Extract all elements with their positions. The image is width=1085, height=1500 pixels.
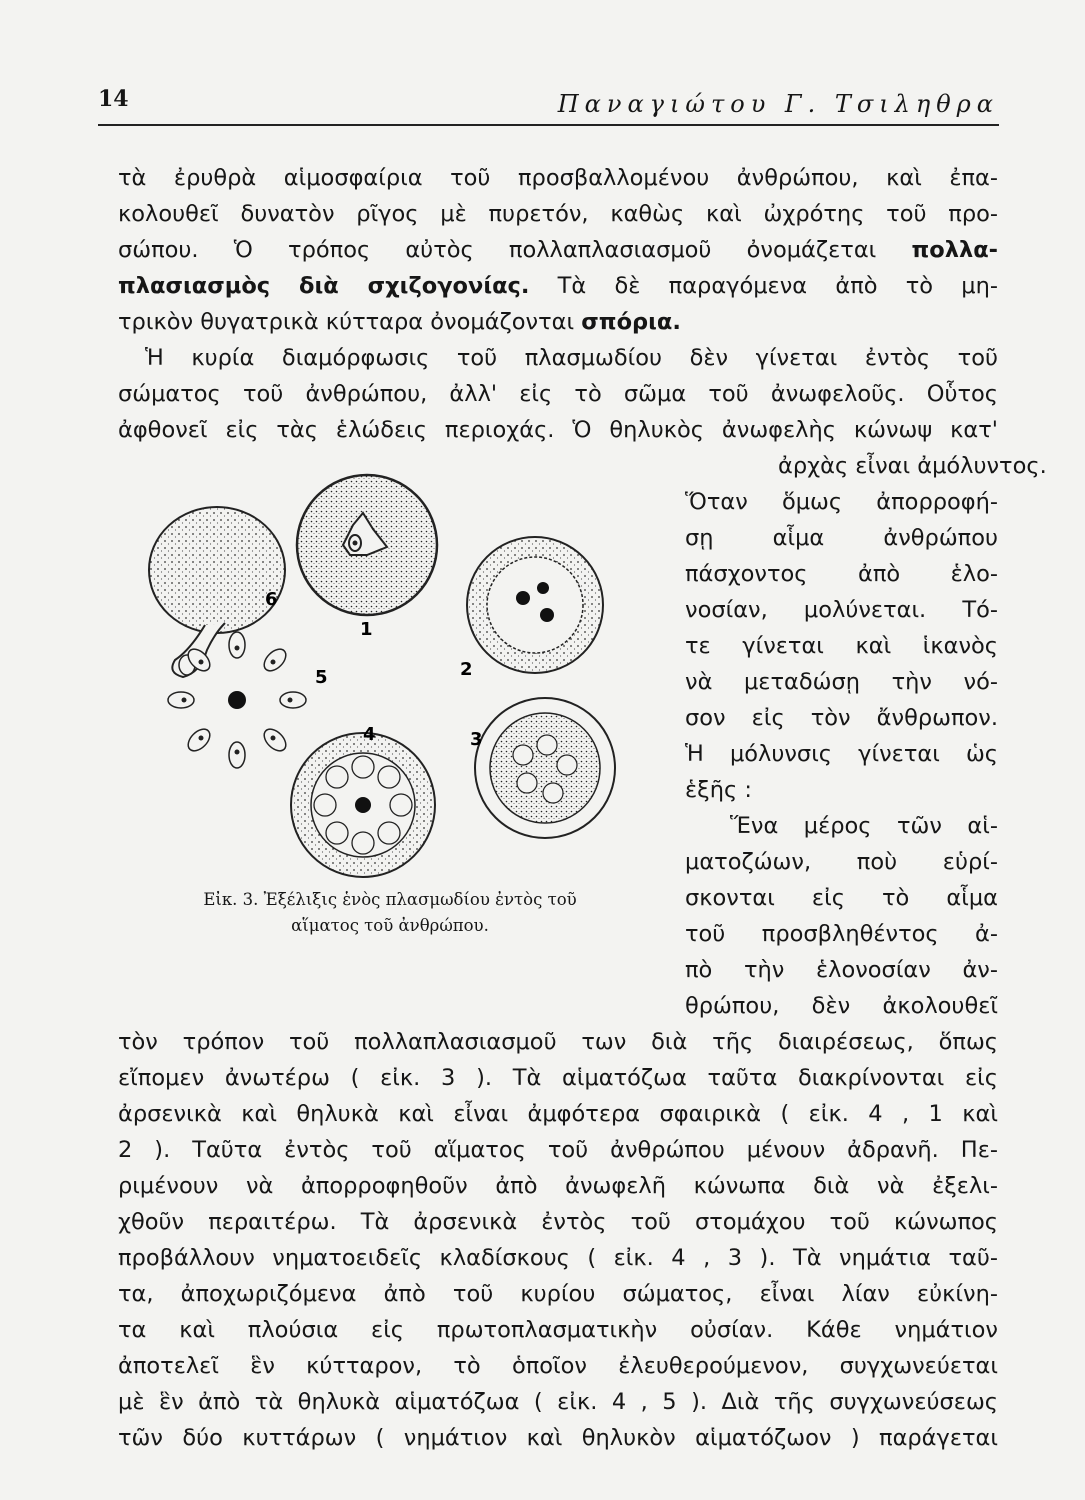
figure-label: 3 [470,729,483,750]
text-line [118,304,998,340]
stage-3-cell [475,698,615,838]
figure-plasmodium-stages [135,455,635,880]
text-line [118,268,998,304]
figure-label: 5 [315,667,328,688]
text-line: μὲ ἓν ἀπὸ τὰ θηλυκὰ αἱματόζωα ( εἰκ. 4 , 5 ). Διὰ τῆς συγχωνεύσεως [118,1389,998,1415]
text-line [118,232,998,268]
text-line: νοσίαν, μολύνεται. Τό- [685,597,998,623]
text-line: σῃ αἷμα ἀνθρώπου [685,525,998,551]
stage-2-cell [467,537,603,673]
text-line: ματοζώων, ποὺ εὑρί- [685,849,998,875]
text-line: ριμένουν νὰ ἀπορροφηθοῦν ἀπὸ ἀνωφελῆ κώνωπα διὰ νὰ ἐξελι- [118,1173,998,1199]
text-line: τοῦ προσβληθέντος ἀ- [685,921,998,947]
text-line: τα καὶ πλούσια εἰς πρωτοπλασματικὴν οὐσίαν. Κάθε νημάτιον [118,1317,998,1343]
figure-label: 6 [265,589,278,610]
stage-1-cell [297,475,437,615]
stage-4-cell [291,733,435,877]
stage-5-rosette [168,632,306,768]
text-line: σκονται εἰς τὸ αἷμα [685,885,998,911]
page-number: 14 [98,86,129,112]
text-line: σον εἰς τὸν ἄνθρωπον. [685,705,998,731]
text-line: πάσχοντος ἀπὸ ἑλο- [685,561,998,587]
bold-term: πολλα- [911,237,998,263]
figure-illustration [135,455,635,880]
text-line: τὰ ἐρυθρὰ αἱμοσφαίρια τοῦ προσβαλλομένου ἀνθρώπου, καὶ ἐπα- [118,165,998,191]
header-rule [98,124,999,126]
figure-caption-line-1: Εἰκ. 3. Ἐξέλιξις ἑνὸς πλασμωδίου ἐντὸς τοῦ [203,890,577,909]
text-line: τῶν δύο κυττάρων ( νημάτιον καὶ θηλυκὸν αἱματόζωον ) παράγεται [118,1425,998,1451]
bold-term: σπόρια. [581,309,681,335]
text-line: ἀποτελεῖ ἓν κύτταρον, τὸ ὁποῖον ἐλευθερούμενον, συγχωνεύεται [118,1353,998,1379]
text-line: ἑξῆς : [685,777,752,803]
text-line: χθοῦν περαιτέρω. Τὰ ἀρσενικὰ ἐντὸς τοῦ στομάχου τοῦ κώνωπος [118,1209,998,1235]
text-line: προβάλλουν νηματοειδεῖς κλαδίσκους ( εἰκ. 4 , 3 ). Τὰ νημάτια ταῦ- [118,1245,998,1271]
text-line: κολουθεῖ δυνατὸν ρῖγος μὲ πυρετόν, καθὼς καὶ ὠχρότης τοῦ προ- [118,201,998,227]
text-line: σώματος τοῦ ἀνθρώπου, ἀλλ' εἰς τὸ σῶμα τοῦ ἀνωφελοῦς. Οὗτος [118,381,998,407]
running-head: Παναγιώτου Γ. Τσιληθρα [557,90,999,118]
bold-term: πλασιασμὸς διὰ σχιζογονίας. [118,273,530,299]
figure-label: 2 [460,659,473,680]
text-line: τα, ἀποχωριζόμενα ἀπὸ τοῦ κυρίου σώματος, εἶναι λίαν εὐκίνη- [118,1281,998,1307]
figure-caption-line-2: αἵματος τοῦ ἀνθρώπου. [291,916,489,935]
text-line: νὰ μεταδώσῃ τὴν νό- [685,669,998,695]
text-line: τε γίνεται καὶ ἱκανὸς [685,633,998,659]
text-line: τὸν τρόπον τοῦ πολλαπλασιασμοῦ των διὰ τῆς διαιρέσεως, ὅπως [118,1029,998,1055]
figure-label: 1 [360,619,373,640]
text-line: εἴπομεν ἀνωτέρω ( εἰκ. 3 ). Τὰ αἱματόζωα ταῦτα διακρίνονται εἰς [118,1065,998,1091]
text-span: Τὰ δὲ παραγόμενα ἀπὸ τὸ μη- [529,273,999,299]
text-span: σώπου. Ὁ τρόπος αὐτὸς πολλαπλασιασμοῦ ὀνομάζεται [118,237,912,263]
text-line: 2 ). Ταῦτα ἐντὸς τοῦ αἵματος τοῦ ἀνθρώπου μένουν ἀδρανῆ. Πε- [118,1137,998,1163]
text-line: ἀρσενικὰ καὶ θηλυκὰ καὶ εἶναι ἀμφότερα σφαιρικὰ ( εἰκ. 4 , 1 καὶ [118,1101,998,1127]
text-line: Ἡ κυρία διαμόρφωσις τοῦ πλασμωδίου δὲν γίνεται ἐντὸς τοῦ [145,345,998,371]
text-line: ἀφθονεῖ εἰς τὰς ἑλώδεις περιοχάς. Ὁ θηλυκὸς ἀνωφελὴς κώνωψ κατ' [118,417,998,443]
text-line: πὸ τὴν ἑλονοσίαν ἀν- [685,957,998,983]
text-line: Ὅταν ὅμως ἀπορροφή- [685,489,998,515]
text-line: Ἕνα μέρος τῶν αἱ- [730,813,998,839]
figure-label: 4 [363,724,376,745]
text-line: ἀρχὰς εἶναι ἀμόλυντος. [778,453,1047,479]
text-line: Ἡ μόλυνσις γίνεται ὡς [685,741,998,767]
text-span: τρικὸν θυγατρικὰ κύτταρα ὀνομάζονται [118,309,582,335]
text-line: θρώπου, δὲν ἀκολουθεῖ [685,993,998,1019]
